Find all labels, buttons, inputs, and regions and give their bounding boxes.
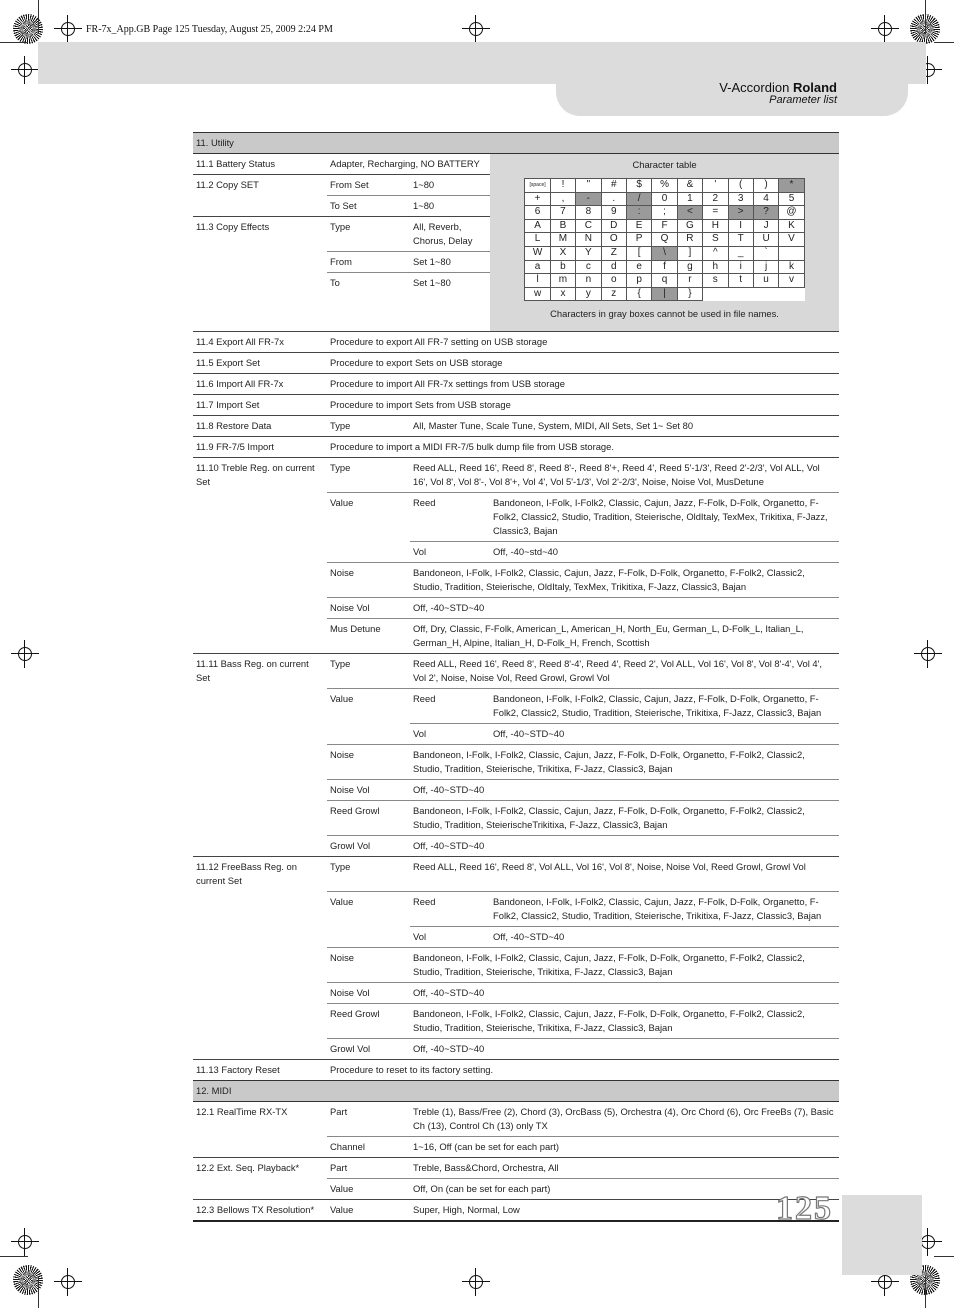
- character-cell: U: [753, 233, 778, 247]
- character-cell-disallowed: ?: [753, 206, 778, 220]
- parameter-row: [193, 891, 839, 926]
- crop-mark: [0, 42, 28, 43]
- parameter-name-cell: 11.5 Export Set: [193, 353, 327, 374]
- parameter-value-cell: Bandoneon, I-Folk, I-Folk2, Classic, Cajun, Jazz, F-Folk, D-Folk, Organetto, F-Folk2, Classic2, Studio, Tradition, Steierische, Trikitixa, F-Jazz, Classic3, Bajan: [490, 891, 839, 926]
- crop-mark: [38, 1276, 39, 1308]
- character-row: [525, 206, 804, 220]
- character-row: [525, 192, 804, 206]
- character-cell: A: [525, 219, 550, 233]
- character-cell: &: [677, 179, 702, 193]
- parameter-row: [193, 1178, 839, 1199]
- parameter-name-cell: [193, 542, 327, 563]
- character-cell: 2: [703, 192, 728, 206]
- parameter-row: [193, 926, 839, 947]
- parameter-item-cell: Noise Vol: [327, 598, 410, 619]
- character-cell: x: [550, 287, 575, 301]
- character-cell: k: [779, 260, 804, 274]
- character-cell: ': [703, 179, 728, 193]
- parameter-row: [193, 654, 839, 689]
- parameter-row: [193, 374, 839, 395]
- character-cell: =: [703, 206, 728, 220]
- parameter-item-cell: Type: [327, 217, 410, 252]
- parameter-item-cell: Noise: [327, 563, 410, 598]
- parameter-value-cell: Bandoneon, I-Folk, I-Folk2, Classic, Cajun, Jazz, F-Folk, D-Folk, Organetto, F-Folk2, Classic2, Studio, Tradition, Steierische, OldItaly, TexMex, Trikitixa, F-Jazz, Classic3, Bajan: [410, 563, 839, 598]
- character-cell: S: [703, 233, 728, 247]
- registration-mark-bottom-2: [462, 1268, 490, 1296]
- parameter-value-cell: Set 1~80: [410, 273, 490, 332]
- parameter-item-cell: Type: [327, 458, 410, 493]
- parameter-value-cell: Reed ALL, Reed 16', Reed 8', Reed 8'-, Reed 8'+, Reed 4', Reed 5'-1/3', Reed 2'-2/3', Vol ALL, Vol 16', Vol 8', Vol 8'-, Vol 8'+, Vol 4', Vol 5'-1/3', Vol 2'-2/3', Noise, Noise Vol, MusDetune: [410, 458, 839, 493]
- parameter-value-cell: Adapter, Recharging, NO BATTERY: [327, 154, 490, 175]
- parameter-item-cell: Part: [327, 1101, 410, 1136]
- character-cell: b: [550, 260, 575, 274]
- character-cell: 7: [550, 206, 575, 220]
- parameter-name-cell: 11.7 Import Set: [193, 395, 327, 416]
- parameter-name-cell: [193, 745, 327, 780]
- character-cell: o: [601, 274, 626, 288]
- parameter-value-cell: All, Master Tune, Scale Tune, System, MIDI, All Sets, Set 1~ Set 80: [410, 416, 839, 437]
- character-cell-disallowed: *: [779, 179, 804, 193]
- parameter-row: [193, 598, 839, 619]
- character-cell: u: [753, 274, 778, 288]
- character-cell: [: [626, 246, 651, 260]
- character-row: [525, 179, 804, 193]
- parameter-name-cell: [193, 801, 327, 836]
- parameter-name-cell: [193, 273, 327, 332]
- character-cell: G: [677, 219, 702, 233]
- parameter-value-cell: Off, -40~STD~40: [410, 1038, 839, 1059]
- character-cell: r: [677, 274, 702, 288]
- crop-mark: [0, 1256, 28, 1257]
- parameter-value-cell: Off, -40~STD~40: [410, 982, 839, 1003]
- parameter-value-cell: Off, -40~std~40: [490, 542, 839, 563]
- parameter-item-cell: Type: [327, 654, 410, 689]
- registration-mark-bottom-1: [54, 1268, 82, 1296]
- parameter-item-cell: Channel: [327, 1136, 410, 1157]
- crop-mark: [38, 0, 39, 34]
- parameter-item-cell: Value: [327, 891, 410, 926]
- character-row: [525, 287, 804, 301]
- parameter-row: [193, 563, 839, 598]
- brand-title: [719, 80, 837, 95]
- parameter-row: [193, 1059, 839, 1080]
- parameter-row: [193, 437, 839, 458]
- parameter-value-cell: Reed ALL, Reed 16', Reed 8', Vol ALL, Vol 16', Vol 8', Noise, Noise Vol, Reed Growl, Growl Vol: [410, 857, 839, 892]
- character-cell: ,: [550, 192, 575, 206]
- character-cell: z: [601, 287, 626, 301]
- character-cell: 6: [525, 206, 550, 220]
- character-cell: 4: [753, 192, 778, 206]
- character-cell: ;: [652, 206, 677, 220]
- parameter-row: [193, 542, 839, 563]
- section-title: 12. MIDI: [193, 1080, 839, 1101]
- parameter-name-cell: 12.3 Bellows TX Resolution*: [193, 1199, 327, 1221]
- character-cell: g: [677, 260, 702, 274]
- character-row: [525, 274, 804, 288]
- character-cell: c: [576, 260, 601, 274]
- parameter-item-cell: Value: [327, 493, 410, 542]
- character-cell: }: [677, 287, 702, 301]
- character-cell: K: [779, 219, 804, 233]
- crop-mark: [925, 0, 926, 34]
- registration-mark-top-1: [54, 15, 82, 43]
- character-cell: R: [677, 233, 702, 247]
- parameter-name-cell: 11.2 Copy SET: [193, 175, 327, 196]
- character-row: [525, 219, 804, 233]
- character-cell: W: [525, 246, 550, 260]
- parameter-item-cell: From Set: [327, 175, 410, 196]
- parameter-value-cell: Super, High, Normal, Low: [410, 1199, 839, 1221]
- character-cell: p: [626, 274, 651, 288]
- parameter-row: [193, 982, 839, 1003]
- character-cell: #: [601, 179, 626, 193]
- parameter-name-cell: [193, 619, 327, 654]
- registration-mark-left-3: [11, 1228, 39, 1256]
- parameter-name-cell: 12.2 Ext. Seq. Playback*: [193, 1157, 327, 1178]
- character-cell: O: [601, 233, 626, 247]
- parameter-item-cell: [327, 926, 410, 947]
- parameter-row: [193, 1199, 839, 1221]
- parameter-value-cell: Off, -40~STD~40: [490, 926, 839, 947]
- parameter-row: [193, 689, 839, 724]
- parameter-item-cell: Mus Detune: [327, 619, 410, 654]
- character-cell-disallowed: <: [677, 206, 702, 220]
- parameter-value-cell: 1~80: [410, 196, 490, 217]
- parameter-row: [193, 1003, 839, 1038]
- character-cell: t: [728, 274, 753, 288]
- crop-mark: [925, 1276, 926, 1308]
- parameter-row: [193, 395, 839, 416]
- parameter-subitem-cell: Vol: [410, 926, 490, 947]
- parameter-name-cell: 11.10 Treble Reg. on current Set: [193, 458, 327, 493]
- character-cell: %: [652, 179, 677, 193]
- parameter-name-cell: [193, 724, 327, 745]
- character-cell: X: [550, 246, 575, 260]
- character-cell: Y: [576, 246, 601, 260]
- character-cell: d: [601, 260, 626, 274]
- parameter-item-cell: Value: [327, 689, 410, 724]
- section-header-row: [193, 133, 839, 154]
- parameter-item-cell: Reed Growl: [327, 801, 410, 836]
- character-cell: f: [652, 260, 677, 274]
- parameter-item-cell: [327, 724, 410, 745]
- section-header-row: [193, 1080, 839, 1101]
- parameter-row: [193, 154, 839, 175]
- parameter-item-cell: Type: [327, 416, 410, 437]
- character-cell: ): [753, 179, 778, 193]
- parameter-description-cell: Procedure to import All FR-7x settings from USB storage: [327, 374, 839, 395]
- character-cell: v: [779, 274, 804, 288]
- parameter-row: [193, 332, 839, 353]
- parameter-name-cell: 11.13 Factory Reset: [193, 1059, 327, 1080]
- character-cell: w: [525, 287, 550, 301]
- character-cell: n: [576, 274, 601, 288]
- parameter-value-cell: Off, -40~STD~40: [410, 780, 839, 801]
- character-cell-disallowed: >: [728, 206, 753, 220]
- character-cell: 3: [728, 192, 753, 206]
- parameter-item-cell: Noise Vol: [327, 982, 410, 1003]
- parameter-value-cell: 1~80: [410, 175, 490, 196]
- parameter-name-cell: [193, 196, 327, 217]
- character-cell: Z: [601, 246, 626, 260]
- registration-mark-left-2: [11, 640, 39, 668]
- parameter-item-cell: Noise: [327, 947, 410, 982]
- character-cell: 5: [779, 192, 804, 206]
- parameter-description-cell: Procedure to export All FR-7 setting on USB storage: [327, 332, 839, 353]
- parameter-item-cell: Noise Vol: [327, 780, 410, 801]
- parameter-name-cell: [193, 493, 327, 542]
- parameter-name-cell: 11.12 FreeBass Reg. on current Set: [193, 857, 327, 892]
- parameter-name-cell: [193, 252, 327, 273]
- character-cell: V: [779, 233, 804, 247]
- print-slug: FR-7x_App.GB Page 125 Tuesday, August 25, 2009 2:24 PM: [86, 24, 333, 35]
- character-cell: 9: [601, 206, 626, 220]
- character-row: [525, 233, 804, 247]
- parameter-description-cell: Procedure to import Sets from USB storage: [327, 395, 839, 416]
- character-table-cell: [490, 154, 839, 332]
- character-cell: M: [550, 233, 575, 247]
- parameter-name-cell: [193, 598, 327, 619]
- parameter-value-cell: Off, -40~STD~40: [410, 598, 839, 619]
- parameter-item-cell: From: [327, 252, 410, 273]
- parameter-value-cell: Bandoneon, I-Folk, I-Folk2, Classic, Cajun, Jazz, F-Folk, D-Folk, Organetto, F-Folk2, Classic2, Studio, Tradition, Steierische, OldItaly, TexMex, Trikitixa, F-Jazz, Classic3, Bajan: [490, 493, 839, 542]
- parameter-row: [193, 1136, 839, 1157]
- parameter-name-cell: [193, 780, 327, 801]
- parameter-name-cell: [193, 1136, 327, 1157]
- parameter-row: [193, 947, 839, 982]
- parameter-name-cell: 11.9 FR-7/5 Import: [193, 437, 327, 458]
- character-cell: F: [652, 219, 677, 233]
- registration-mark-left-1: [11, 56, 39, 84]
- parameter-value-cell: Bandoneon, I-Folk, I-Folk2, Classic, Cajun, Jazz, F-Folk, D-Folk, Organetto, F-Folk2, Classic2, Studio, Tradition, Steierische, Trikitixa, F-Jazz, Classic3, Bajan: [410, 745, 839, 780]
- parameter-row: [193, 1157, 839, 1178]
- section-title: 11. Utility: [193, 133, 839, 154]
- parameter-name-cell: [193, 891, 327, 926]
- parameter-description-cell: Procedure to export Sets on USB storage: [327, 353, 839, 374]
- character-cell: ^: [703, 246, 728, 260]
- crop-mark: [934, 42, 954, 43]
- character-cell-empty: [703, 287, 805, 301]
- parameter-value-cell: Off, Dry, Classic, F-Folk, American_L, American_H, North_Eu, German_L, D-Folk_L, Italian_L, German_H, Alpine, Italian_H, D-Folk_H, French, Scottish: [410, 619, 839, 654]
- character-cell: j: [753, 260, 778, 274]
- parameter-value-cell: 1~16, Off (can be set for each part): [410, 1136, 839, 1157]
- parameter-row: [193, 353, 839, 374]
- character-table-title: Character table: [632, 159, 697, 170]
- parameter-subitem-cell: Reed: [410, 493, 490, 542]
- parameter-row: [193, 801, 839, 836]
- parameter-value-cell: Set 1~80: [410, 252, 490, 273]
- character-cell: .: [601, 192, 626, 206]
- parameter-name-cell: [193, 689, 327, 724]
- parameter-item-cell: To Set: [327, 196, 410, 217]
- parameter-item-cell: Reed Growl: [327, 1003, 410, 1038]
- parameter-subitem-cell: Reed: [410, 689, 490, 724]
- brand-name: Roland: [792, 80, 837, 95]
- parameter-row: [193, 836, 839, 857]
- parameter-item-cell: Part: [327, 1157, 410, 1178]
- character-cell: B: [550, 219, 575, 233]
- parameter-row: [193, 619, 839, 654]
- registration-mark-right-2: [914, 640, 942, 668]
- page-number-tab: [842, 1195, 922, 1275]
- character-cell: $: [626, 179, 651, 193]
- parameter-value-cell: Bandoneon, I-Folk, I-Folk2, Classic, Cajun, Jazz, F-Folk, D-Folk, Organetto, F-Folk2, Classic2, Studio, Tradition, SteierischeTrikitixa, F-Jazz, Classic3, Bajan: [410, 801, 839, 836]
- parameter-value-cell: Bandoneon, I-Folk, I-Folk2, Classic, Cajun, Jazz, F-Folk, D-Folk, Organetto, F-Folk2, Classic2, Studio, Tradition, Steierische, Trikitixa, F-Jazz, Classic3, Bajan: [410, 947, 839, 982]
- parameter-name-cell: 11.6 Import All FR-7x: [193, 374, 327, 395]
- parameter-name-cell: 11.8 Restore Data: [193, 416, 327, 437]
- character-cell: q: [652, 274, 677, 288]
- parameter-name-cell: [193, 1003, 327, 1038]
- character-cell: [779, 246, 804, 260]
- character-cell: _: [728, 246, 753, 260]
- parameter-item-cell: Growl Vol: [327, 836, 410, 857]
- character-cell-disallowed: :: [626, 206, 651, 220]
- character-cell: !: [550, 179, 575, 193]
- parameter-item-cell: Noise: [327, 745, 410, 780]
- character-cell: i: [728, 260, 753, 274]
- character-cell: C: [576, 219, 601, 233]
- character-cell: m: [550, 274, 575, 288]
- character-cell: P: [626, 233, 651, 247]
- character-table: [524, 178, 804, 301]
- parameter-name-cell: [193, 836, 327, 857]
- parameter-item-cell: Value: [327, 1178, 410, 1199]
- parameter-value-cell: Off, -40~STD~40: [410, 836, 839, 857]
- parameter-row: [193, 1038, 839, 1059]
- character-cell: a: [525, 260, 550, 274]
- character-cell: +: [525, 192, 550, 206]
- parameter-row: [193, 724, 839, 745]
- parameter-name-cell: [193, 982, 327, 1003]
- character-table-note: Characters in gray boxes cannot be used in file names.: [550, 308, 779, 320]
- parameter-name-cell: [193, 1178, 327, 1199]
- character-cell: ": [576, 179, 601, 193]
- character-cell: D: [601, 219, 626, 233]
- character-cell: y: [576, 287, 601, 301]
- character-cell: I: [728, 219, 753, 233]
- parameter-row: [193, 780, 839, 801]
- parameter-name-cell: [193, 926, 327, 947]
- parameter-name-cell: 11.1 Battery Status: [193, 154, 327, 175]
- parameter-name-cell: 11.4 Export All FR-7x: [193, 332, 327, 353]
- character-cell: 1: [677, 192, 702, 206]
- crop-mark: [934, 1256, 954, 1257]
- character-cell: H: [703, 219, 728, 233]
- parameter-value-cell: Reed ALL, Reed 16', Reed 8', Reed 8'-4', Reed 4', Reed 2', Vol ALL, Vol 16', Vol 8', Vol 8'-4', Vol 4', Vol 2', Noise, Noise Vol, Reed Growl, Growl Vol: [410, 654, 839, 689]
- character-cell: `: [753, 246, 778, 260]
- parameter-value-cell: Off, -40~STD~40: [490, 724, 839, 745]
- character-cell: J: [753, 219, 778, 233]
- parameter-row: [193, 416, 839, 437]
- character-cell: [space]: [525, 179, 550, 193]
- character-cell: N: [576, 233, 601, 247]
- page-number: 125: [776, 1190, 833, 1227]
- character-cell: E: [626, 219, 651, 233]
- parameter-value-cell: Treble, Bass&Chord, Orchestra, All: [410, 1157, 839, 1178]
- parameter-name-cell: 11.11 Bass Reg. on current Set: [193, 654, 327, 689]
- parameter-subitem-cell: Vol: [410, 542, 490, 563]
- character-cell-disallowed: -: [576, 192, 601, 206]
- parameter-item-cell: Value: [327, 1199, 410, 1221]
- brand-prefix: V-Accordion: [719, 80, 790, 95]
- parameter-item-cell: Growl Vol: [327, 1038, 410, 1059]
- parameter-name-cell: [193, 563, 327, 598]
- parameter-subitem-cell: Reed: [410, 891, 490, 926]
- character-cell: s: [703, 274, 728, 288]
- parameter-value-cell: Bandoneon, I-Folk, I-Folk2, Classic, Cajun, Jazz, F-Folk, D-Folk, Organetto, F-Folk2, Classic2, Studio, Tradition, Steierische, Trikitixa, F-Jazz, Classic3, Bajan: [490, 689, 839, 724]
- character-cell: (: [728, 179, 753, 193]
- parameter-item-cell: Type: [327, 857, 410, 892]
- character-cell: ]: [677, 246, 702, 260]
- parameter-name-cell: 12.1 RealTime RX-TX: [193, 1101, 327, 1136]
- character-cell: Q: [652, 233, 677, 247]
- parameter-item-cell: To: [327, 273, 410, 332]
- parameter-description-cell: Procedure to reset to its factory setting.: [327, 1059, 839, 1080]
- parameter-row: [193, 857, 839, 892]
- character-cell-disallowed: |: [652, 287, 677, 301]
- character-cell: e: [626, 260, 651, 274]
- section-subtitle: Parameter list: [769, 94, 837, 106]
- parameter-row: [193, 1101, 839, 1136]
- parameter-subitem-cell: Vol: [410, 724, 490, 745]
- character-cell: 0: [652, 192, 677, 206]
- character-cell: @: [779, 206, 804, 220]
- registration-mark-top-2: [462, 15, 490, 43]
- parameter-row: [193, 493, 839, 542]
- parameter-row: [193, 458, 839, 493]
- parameter-row: [193, 745, 839, 780]
- character-cell: l: [525, 274, 550, 288]
- character-row: [525, 260, 804, 274]
- parameter-value-cell: All, Reverb, Chorus, Delay: [410, 217, 490, 252]
- registration-mark-top-3: [871, 15, 899, 43]
- character-cell-disallowed: \: [652, 246, 677, 260]
- parameter-value-cell: Bandoneon, I-Folk, I-Folk2, Classic, Cajun, Jazz, F-Folk, D-Folk, Organetto, F-Folk2, Classic2, Studio, Tradition, Steierische, Trikitixa, F-Jazz, Classic3, Bajan: [410, 1003, 839, 1038]
- parameter-item-cell: [327, 542, 410, 563]
- character-cell: T: [728, 233, 753, 247]
- character-row: [525, 246, 804, 260]
- character-cell: h: [703, 260, 728, 274]
- character-cell-disallowed: /: [626, 192, 651, 206]
- parameter-name-cell: [193, 1038, 327, 1059]
- parameter-name-cell: 11.3 Copy Effects: [193, 217, 327, 252]
- parameter-description-cell: Procedure to import a MIDI FR-7/5 bulk dump file from USB storage.: [327, 437, 839, 458]
- character-cell: {: [626, 287, 651, 301]
- parameter-value-cell: Treble (1), Bass/Free (2), Chord (3), OrcBass (5), Orchestra (4), Orc Chord (6), Orc FreeBs (7), Basic Ch (13), Control Ch (13) only TX: [410, 1101, 839, 1136]
- parameter-name-cell: [193, 947, 327, 982]
- character-cell: L: [525, 233, 550, 247]
- parameter-table: [193, 132, 839, 1222]
- parameter-value-cell: Off, On (can be set for each part): [410, 1178, 839, 1199]
- character-cell: 8: [576, 206, 601, 220]
